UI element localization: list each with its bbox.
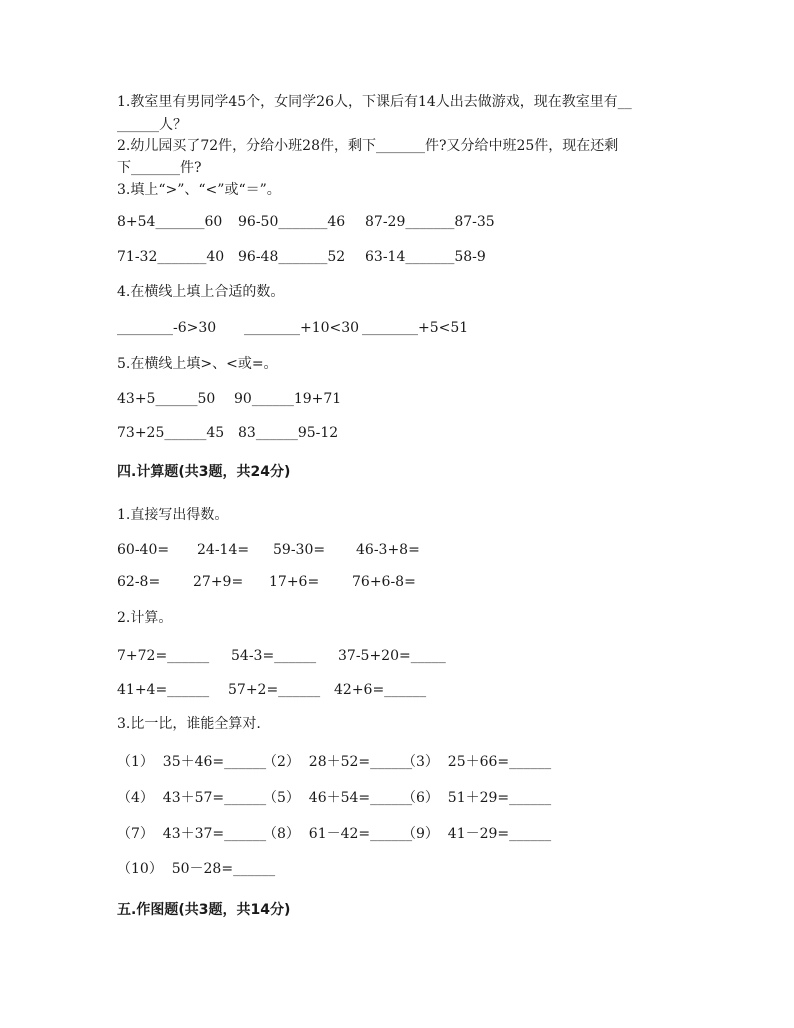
s4-q3-title: 3.比一比，谁能全算对. — [117, 716, 261, 732]
q4-item2: ________+10<30 — [244, 320, 360, 336]
s4-q1-title: 1.直接写出得数。 — [117, 507, 229, 523]
s4-q1-row2-item4: 76+6-8= — [352, 574, 416, 590]
q5-row2-item1: 73+25______45 — [117, 425, 225, 441]
s4-q3-row4-item1: （10） 50－28=______ — [117, 861, 276, 877]
s4-q3-row2-item2: （5） 46＋54=______ — [263, 790, 413, 806]
s4-q2-row1-item1: 7+72=______ — [117, 648, 210, 664]
q1-line2: ______人？ — [117, 117, 187, 133]
s4-q3-row3-item3: （9） 41－29=______ — [402, 826, 552, 842]
q1-line1: 1.教室里有男同学45个，女同学26人，下课后有14人出去做游戏，现在教室里有__ — [117, 94, 632, 110]
s4-q3-row1-item3: （3） 25＋66=______ — [402, 754, 552, 770]
s4-q2-row2-item2: 57+2=______ — [228, 682, 321, 698]
q3-row2-item1: 71-32_______40 — [117, 249, 225, 265]
q4-item1: ________-6>30 — [117, 320, 217, 336]
q4-item3: ________+5<51 — [362, 320, 469, 336]
s4-q1-row1-item1: 60-40= — [117, 542, 170, 558]
s4-q1-row1-item2: 24-14= — [197, 542, 250, 558]
q3-row2-item3: 63-14_______58-9 — [365, 249, 486, 265]
s4-q1-row2-item1: 62-8= — [117, 574, 161, 590]
q5-title: 5.在横线上填>、<或=。 — [117, 356, 278, 372]
s4-q2-row1-item2: 54-3=______ — [231, 648, 317, 664]
s4-q3-row3-item2: （8） 61－42=______ — [263, 826, 413, 842]
s4-q3-row1-item1: （1） 35＋46=______ — [117, 754, 267, 770]
s4-q3-row1-item2: （2） 28＋52=______ — [263, 754, 413, 770]
q2-line1: 2.幼儿园买了72件，分给小班28件，剩下_______件?又分给中班25件，现在还剩 — [117, 138, 619, 154]
s4-q2-row1-item3: 37-5+20=_____ — [338, 648, 446, 664]
q3-row1-item1: 8+54_______60 — [117, 214, 223, 230]
s4-q2-title: 2.计算。 — [117, 610, 173, 626]
q5-row1-item2: 90______19+71 — [234, 391, 342, 407]
s4-q2-row2-item1: 41+4=______ — [117, 682, 210, 698]
s4-q3-row2-item3: （6） 51＋29=______ — [402, 790, 552, 806]
section5-heading: 五.作图题(共3题，共14分) — [117, 902, 291, 918]
q5-row2-item2: 83______95-12 — [238, 425, 339, 441]
s4-q1-row2-item2: 27+9= — [193, 574, 244, 590]
q3-row1-item3: 87-29_______87-35 — [365, 214, 495, 230]
s4-q3-row3-item1: （7） 43＋37=______ — [117, 826, 267, 842]
section4-heading: 四.计算题(共3题，共24分) — [117, 464, 291, 480]
s4-q1-row2-item3: 17+6= — [269, 574, 320, 590]
q2-line2: 下_______件? — [117, 160, 202, 176]
q4-title: 4.在横线上填上合适的数。 — [117, 284, 285, 300]
s4-q1-row1-item3: 59-30= — [273, 542, 326, 558]
s4-q3-row2-item1: （4） 43＋57=______ — [117, 790, 267, 806]
s4-q2-row2-item3: 42+6=______ — [334, 682, 427, 698]
q3-title: 3.填上“>”、“<”或“＝”。 — [117, 182, 281, 198]
s4-q1-row1-item4: 46-3+8= — [356, 542, 420, 558]
q3-row2-item2: 96-48_______52 — [238, 249, 346, 265]
q3-row1-item2: 96-50_______46 — [238, 214, 346, 230]
q5-row1-item1: 43+5______50 — [117, 391, 216, 407]
